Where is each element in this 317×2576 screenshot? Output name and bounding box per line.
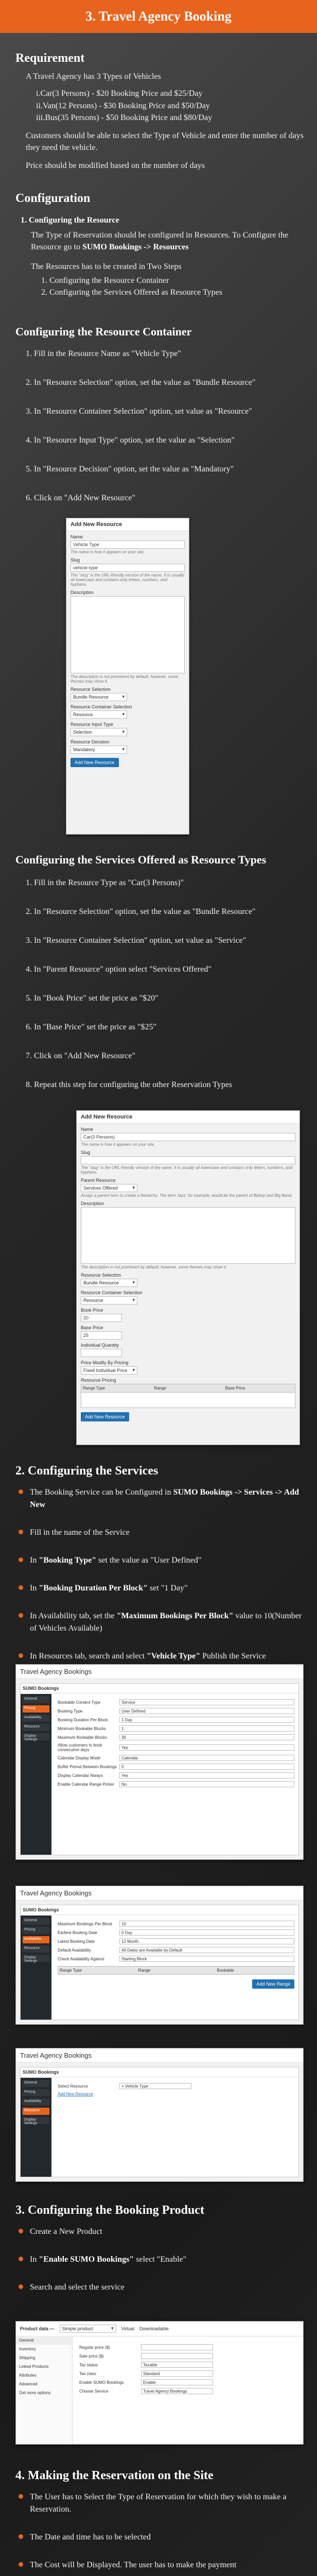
sale-price-input[interactable] [141,2353,213,2359]
name-input[interactable]: Car(3 Persons) [81,1133,295,1141]
bullet-item: Create a New Product [19,2226,304,2238]
tab-resource[interactable]: Resource [23,2108,49,2115]
requirement-intro: A Travel Agency has 3 Types of Vehicles [26,72,161,81]
container-step: 4. In "Resource Input Type" option, set the value as "Selection" [26,435,235,445]
table-header-cell: Range [154,1386,166,1391]
service-fields [54,1693,298,1787]
field-label: Sale price ($) [79,2353,104,2359]
field-label: Bookable Content Type [58,1700,101,1705]
service-availability-screenshot [15,1886,304,2025]
regular-price-input[interactable] [141,2344,213,2350]
description-hint: The description is not prominent by default; however, some themes may show it. [81,1265,227,1269]
field-label: Minimum Bookable Blocks [58,1726,106,1731]
tab-pricing[interactable]: Pricing [23,1705,49,1713]
bullet-item: The Cost will be Displayed. The user has to make the payment [19,2559,304,2571]
field-label: Check Availability Against [58,1956,104,1961]
container-section [15,325,304,521]
choose-service-select[interactable]: Travel Agency Bookings [141,2388,213,2394]
bullet-item: Search and select the service [19,2281,304,2294]
description-label: Description [71,590,94,595]
container-selection-label: Resource Container Selection [71,704,132,709]
slug-input[interactable] [81,1156,295,1164]
bullet-item: Fill in the name of the Service [19,1527,304,1539]
services-step: 3. In "Resource Container Selection" option, set value as "Service" [26,936,246,945]
tab-attributes[interactable]: Attributes [19,2373,37,2378]
tax-class-select[interactable]: Standard [141,2370,213,2377]
container-step: 1. Fill in the Resource Name as "Vehicle Type" [26,349,181,358]
field-label: Enable SUMO Bookings [79,2380,124,2385]
table-header-cell: Base Price [225,1386,245,1391]
page-title: 3. Travel Agency Booking [85,9,232,24]
price-mode-label: Price Modify By Pricing [81,1360,129,1365]
tab-linked-products[interactable]: Linked Products [19,2364,49,2369]
tab-availability[interactable]: Availability [23,1936,49,1943]
table-header-cell: Range Type [60,1968,82,1973]
tab-resource[interactable]: Resource [23,1945,49,1953]
requirement-heading: Requirement [15,52,85,65]
configuration-heading: Configuration [15,192,91,205]
container-step: 2. In "Resource Selection" option, set the value as "Bundle Resource" [26,378,256,387]
bullet-item: The Date and time has to be selected [19,2531,304,2544]
field-label: Maximum Bookable Blocks [58,1735,108,1740]
requirement-para1: Customers should be able to select the Type of Vehicle and enter the number of days they need the vehicle. [26,131,304,152]
field-label: Tax class [79,2371,96,2376]
field-label: Regular price ($) [79,2345,110,2350]
container-selection-label: Resource Container Selection [81,1290,143,1295]
field-label: Allow customers to book consecutive days [58,1743,102,1752]
container-steps [26,348,304,504]
panel-title: SUMO Bookings [21,2067,298,2077]
resource-pricing-table [81,1384,295,1393]
field-label: Earliest Booking Date [58,1930,97,1935]
service-title: Travel Agency Bookings [16,2048,303,2063]
services-step: 6. In "Base Price" set the price as "$25" [26,1022,157,1031]
tab-resource[interactable]: Resource [23,1724,49,1731]
field-value[interactable]: Starting Block [119,1956,294,1962]
product-type-select[interactable]: Simple product ▾ [60,2325,116,2333]
field-label: Calendar Display Mode [58,1755,101,1760]
container-selection-select[interactable]: Resource ▾ [71,710,127,719]
field-value[interactable]: All Dates are Available by Default [119,1947,294,1953]
tab-advanced[interactable]: Advanced [19,2382,38,2386]
description-textarea[interactable] [81,1207,295,1264]
tab-pricing[interactable]: Pricing [23,1927,49,1934]
container-step: 6. Click on "Add New Resource" [26,493,136,502]
slug-hint: The "slug" is the URL-friendly version of the name. It is usually all lowercase and contains only letters, numbers, and hyphens. [71,573,184,587]
parent-hint: Assign a parent term to create a hierarchy. The term Jazz, for example, would be the parent of Bebop and Big Band. [81,1193,293,1198]
service-panel [20,1683,299,1855]
service-panel [20,1905,299,2020]
services-step: 2. In "Resource Selection" option, set the value as "Bundle Resource" [26,907,256,916]
base-price-input[interactable]: 25 [81,1331,122,1340]
input-type-select[interactable]: Selection ▾ [71,728,127,736]
add-new-resource-button[interactable]: Add New Resource [81,1412,129,1421]
tax-status-select[interactable]: Taxable [141,2362,213,2368]
field-value[interactable]: User Defined [119,1708,294,1714]
name-hint: The name is how it appears on your site. [71,550,145,554]
resource-selection-label: Resource Selection [71,687,111,692]
field-value[interactable]: 1 Day [119,1717,294,1723]
services-step: 5. In "Book Price" set the price as "$20" [26,993,158,1003]
tab-inventory[interactable]: Inventory [19,2347,36,2351]
services-section [15,853,304,1108]
product-section [15,2202,304,2309]
price-mode-select[interactable]: Fixed Individual Price ▾ [81,1366,137,1375]
bullet-item: In "Booking Type" set the value as "User Defined" [19,1554,304,1567]
requirement-section [15,50,304,172]
availability-fields [54,1915,298,1989]
field-label: Buffer Period Between Bookings [58,1764,117,1769]
product-data-header [16,2321,303,2336]
slug-label: Slug [81,1150,91,1155]
tab-pricing[interactable]: Pricing [23,2089,49,2096]
configure-resource-heading: 1. Configuring the Resource [21,216,119,225]
description-textarea[interactable] [71,596,185,673]
tab-more-options[interactable]: Get more options [19,2391,51,2395]
field-value[interactable]: Yes [119,1772,294,1778]
field-label: Maximum Bookings Per Block [58,1921,113,1926]
product-list [19,2226,304,2294]
tab-general[interactable]: General [23,2080,49,2087]
product-tabs [16,2336,73,2444]
virtual-checkbox[interactable]: Virtual [121,2326,134,2331]
product-data-screenshot [15,2321,304,2445]
bullet-item: In Availability tab, set the "Maximum Bookings Per Block" value to 10(Number of Vehicles Available) [19,1610,304,1635]
book-price-input[interactable]: 20 [81,1314,122,1322]
add-resource-header: Add New Resource [66,518,189,531]
vehicle-item: ii.Van(12 Persons) - $30 Booking Price and $50/Day [36,101,210,110]
product-heading: 3. Configuring the Booking Product [15,2204,204,2217]
reservation-list [19,2491,304,2571]
resource-fields [54,2077,298,2096]
decision-label: Resource Decision [71,739,110,744]
title-banner [0,0,317,33]
service-title: Travel Agency Bookings [16,1665,303,1679]
resource-selection-select[interactable]: Bundle Resource ▾ [81,1279,137,1287]
bullet-item: In Resources tab, search and select "Vehicle Type" Publish the Service [19,1650,304,1663]
name-label: Name [71,534,83,539]
field-value[interactable]: Calendar [119,1755,294,1761]
tab-availability[interactable]: Availability [23,2098,49,2106]
slug-hint: The "slug" is the URL-friendly version of the name. It is usually all lowercase and contains only letters, numbers, and hyphens. [81,1165,293,1175]
field-value[interactable]: 0 [119,1764,294,1770]
add-new-range-button[interactable]: Add New Range [252,1979,294,1989]
field-value[interactable]: No [119,1781,294,1787]
panel-title: SUMO Bookings [21,1905,298,1915]
field-label: Enable Calendar Range Picker [58,1782,114,1787]
resource-step: 1. Configuring the Resource Container [41,276,169,285]
base-price-label: Base Price [81,1325,103,1330]
tab-general[interactable]: General [16,2336,72,2345]
add-resource-header: Add New Resource [77,1111,300,1124]
quantity-label: Individual Quantity [81,1343,119,1348]
field-label: Choose Service [79,2388,109,2394]
booking-tabs [21,1916,51,2020]
parent-label: Parent Resource [81,1178,116,1183]
resources-intro: The Resources has to be created in Two Steps [31,262,182,271]
tab-display[interactable]: Display Settings [23,1955,49,1962]
field-label: Booking Type [58,1708,83,1714]
tab-general[interactable]: General [23,1696,49,1703]
tab-display[interactable]: Display Settings [23,1733,49,1740]
vehicle-item: i.Car(3 Persons) - $20 Booking Price and $25/Day [36,89,203,98]
bullet-item: The Booking Service can be Configured in SUMO Bookings -> Services -> Add New [19,1486,304,1511]
resource-pricing-label: Resource Pricing [81,1378,116,1383]
name-hint: The name is how it appears on your site. [81,1142,155,1147]
bullet-item: In "Booking Duration Per Block" set "1 Day" [19,1582,304,1595]
services-step: 1. Fill in the Resource Type as "Car(3 Persons)" [26,878,184,887]
tab-general[interactable]: General [23,1918,49,1925]
slug-input[interactable]: vehicle-type [71,564,185,572]
booking-tabs [21,2078,51,2177]
field-value[interactable]: Yes [119,1744,294,1751]
description-label: Description [81,1201,104,1206]
product-data-title: Product data — [20,2326,55,2331]
add-new-resource-button[interactable]: Add New Resource [71,758,119,767]
field-label: Tax status [79,2362,98,2367]
field-value[interactable]: 1 [119,1725,294,1732]
bullet-item: The User has to Select the Type of Reservation for which they wish to make a Reservation. [19,2491,304,2516]
field-label: Default Availability [58,1947,91,1953]
reservation-section [15,2468,304,2576]
input-type-label: Resource Input Type [71,722,113,727]
quantity-input[interactable] [81,1349,122,1357]
booking-tabs [21,1694,51,1855]
add-resource-screenshot [66,518,189,835]
table-header-cell: Bookable [217,1968,234,1973]
book-price-label: Book Price [81,1308,103,1313]
resource-selection-label: Resource Selection [81,1273,121,1278]
availability-range-table [58,1966,294,1975]
container-selection-select[interactable]: Resource ▾ [81,1296,137,1304]
max-bookings-input[interactable]: 10 [119,1921,294,1927]
field-label: Booking Duration Per Block [58,1717,108,1722]
field-value[interactable]: 30 [119,1734,294,1740]
table-header-cell: Range Type [83,1386,105,1391]
configuration-section [15,191,304,298]
field-label: Latest Booking Date [58,1939,95,1944]
product-fields [75,2336,303,2394]
services-step: 8. Repeat this step for configuring the other Reservation Types [26,1080,233,1089]
tab-shipping[interactable]: Shipping [19,2355,36,2360]
decision-select[interactable]: Mandatory ▾ [71,745,127,754]
field-label: Display Calendar Always [58,1773,103,1778]
vehicle-list [36,88,304,124]
services-step: 4. In "Parent Resource" option select "Services Offered" [26,964,212,974]
service-resource-screenshot [15,2048,304,2182]
configure-services-heading: 2. Configuring the Services [15,1464,158,1478]
service-panel [20,2067,299,2177]
field-value[interactable]: 0 Day [119,1929,294,1936]
container-heading: Configuring the Resource Container [15,325,192,338]
resource-pricing-body [81,1393,295,1408]
service-title: Travel Agency Bookings [16,1886,303,1901]
select-resource-input[interactable]: × Vehicle Type [119,2083,191,2089]
field-value[interactable]: Service [119,1699,294,1705]
services-steps [26,877,304,1091]
name-label: Name [81,1127,94,1132]
panel-title: SUMO Bookings [21,1684,298,1693]
services-heading: Configuring the Services Offered as Resource Types [15,853,267,866]
resource-step: 2. Configuring the Services Offered as Resource Types [41,287,222,297]
resource-selection-select[interactable]: Bundle Resource ▾ [71,693,127,701]
configure-services-section [15,1463,304,1678]
tab-display[interactable]: Display Settings [23,2117,49,2124]
parent-select[interactable]: Services Offered ▾ [81,1184,137,1192]
vehicle-item: iii.Bus(35 Persons) - $50 Booking Price and $80/Day [36,113,213,122]
configure-resource-text: The Type of Reservation should be configured in Resources. To Configure the Resource go to SUMO Bookings -> Resources [31,231,289,252]
container-step: 3. In "Resource Container Selection" option, set value as "Resource" [26,406,252,416]
table-header-cell: Range [138,1968,151,1973]
tab-availability[interactable]: Availability [23,1715,49,1722]
enable-sumo-select[interactable]: Enable [141,2379,213,2385]
downloadable-checkbox[interactable]: Downloadable [139,2326,169,2331]
field-value[interactable]: 12 Month [119,1938,294,1944]
description-hint: The description is not prominent by default; however, some themes may show it. [71,674,178,684]
slug-label: Slug [71,557,80,563]
field-label: Select Resource [58,2083,88,2089]
requirement-para2: Price should be modified based on the number of days [26,161,205,171]
bullet-item: In "Enable SUMO Bookings" select "Enable" [19,2253,304,2266]
services-step: 7. Click on "Add New Resource" [26,1051,136,1060]
add-new-resource-link[interactable]: Add New Resource [58,2092,93,2096]
add-service-resource-screenshot [76,1110,300,1445]
service-general-screenshot [15,1664,304,1860]
reservation-heading: 4. Making the Reservation on the Site [15,2469,214,2482]
name-input[interactable]: Vehicle Type [71,540,185,549]
container-step: 5. In "Resource Decision" option, set the value as "Mandatory" [26,464,234,473]
configure-services-list [19,1486,304,1663]
